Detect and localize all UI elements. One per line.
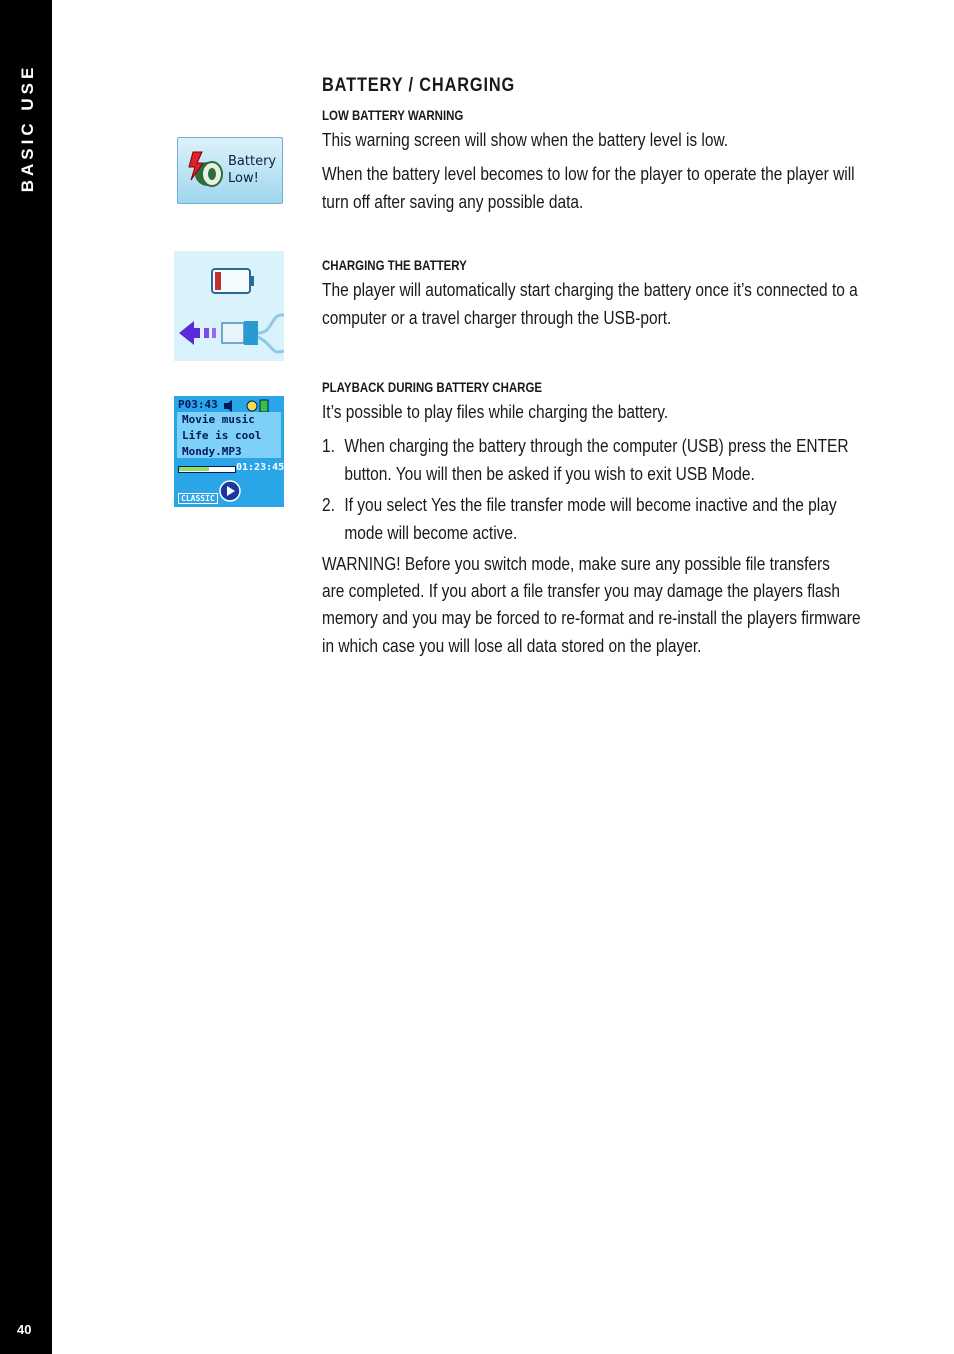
warning-line-4: in which case you will lose all data stored on the player. [322,636,702,656]
page-title: BATTERY / CHARGING [322,75,516,96]
player-track-time: P03:43 [178,398,218,411]
player-artist-line: Life is cool [182,429,262,442]
player-file-line: Mondy.MP3 [182,445,242,458]
player-eq-mode: CLASSIC [178,493,218,504]
play-icon [219,480,241,502]
list-item-line: When charging the battery through the computer (USB) press the ENTER [344,436,849,456]
player-elapsed-time: 01:23:45 [236,462,285,473]
low-battery-text-1: This warning screen will show when the battery level is low. [322,130,729,150]
usb-cable-icon [179,315,284,352]
charging-heading: CHARGING THE BATTERY [322,257,467,273]
sidebar [0,0,52,1354]
page-number: 40 [17,1322,32,1337]
section-title-vertical: BASIC USE [18,63,37,193]
battery-low-icon [184,150,228,190]
playback-heading: PLAYBACK DURING BATTERY CHARGE [322,379,543,395]
player-folder-line: Movie music [182,413,255,426]
low-battery-text-2a: When the battery level becomes to low for the player to operate the player will [322,164,855,184]
screen-low-label: Low! [228,171,259,186]
charging-screen [174,251,284,361]
warning-line-1: WARNING! Before you switch mode, make sure any possible file transfers [322,554,830,574]
battery-charging-icon [212,269,254,293]
list-item-line: mode will become active. [344,522,518,543]
warning-line-2: are completed. If you abort a file transfer you may damage the players flash [322,581,841,601]
player-screen [174,396,284,507]
screen-battery-label: Battery [228,154,277,169]
charging-text-1: The player will automatically start charging the battery once it’s connected to a [322,280,858,300]
warning-line-3: memory and you may be forced to re-format and re-install the players firmware [322,608,861,628]
list-item-line: If you select Yes the file transfer mode will become inactive and the play [344,495,837,515]
list-item-number: 2. [322,495,335,515]
list-item-line: button. You will then be asked if you wish to exit USB Mode. [344,463,755,484]
low-battery-text-2b: turn off after saving any possible data. [322,192,584,212]
low-battery-screen [177,137,283,204]
list-item-number: 1. [322,436,335,456]
playback-intro: It’s possible to play files while charging the battery. [322,402,669,422]
low-battery-heading: LOW BATTERY WARNING [322,107,464,123]
status-icons [222,399,272,413]
charging-text-2: computer or a travel charger through the USB-port. [322,308,672,328]
